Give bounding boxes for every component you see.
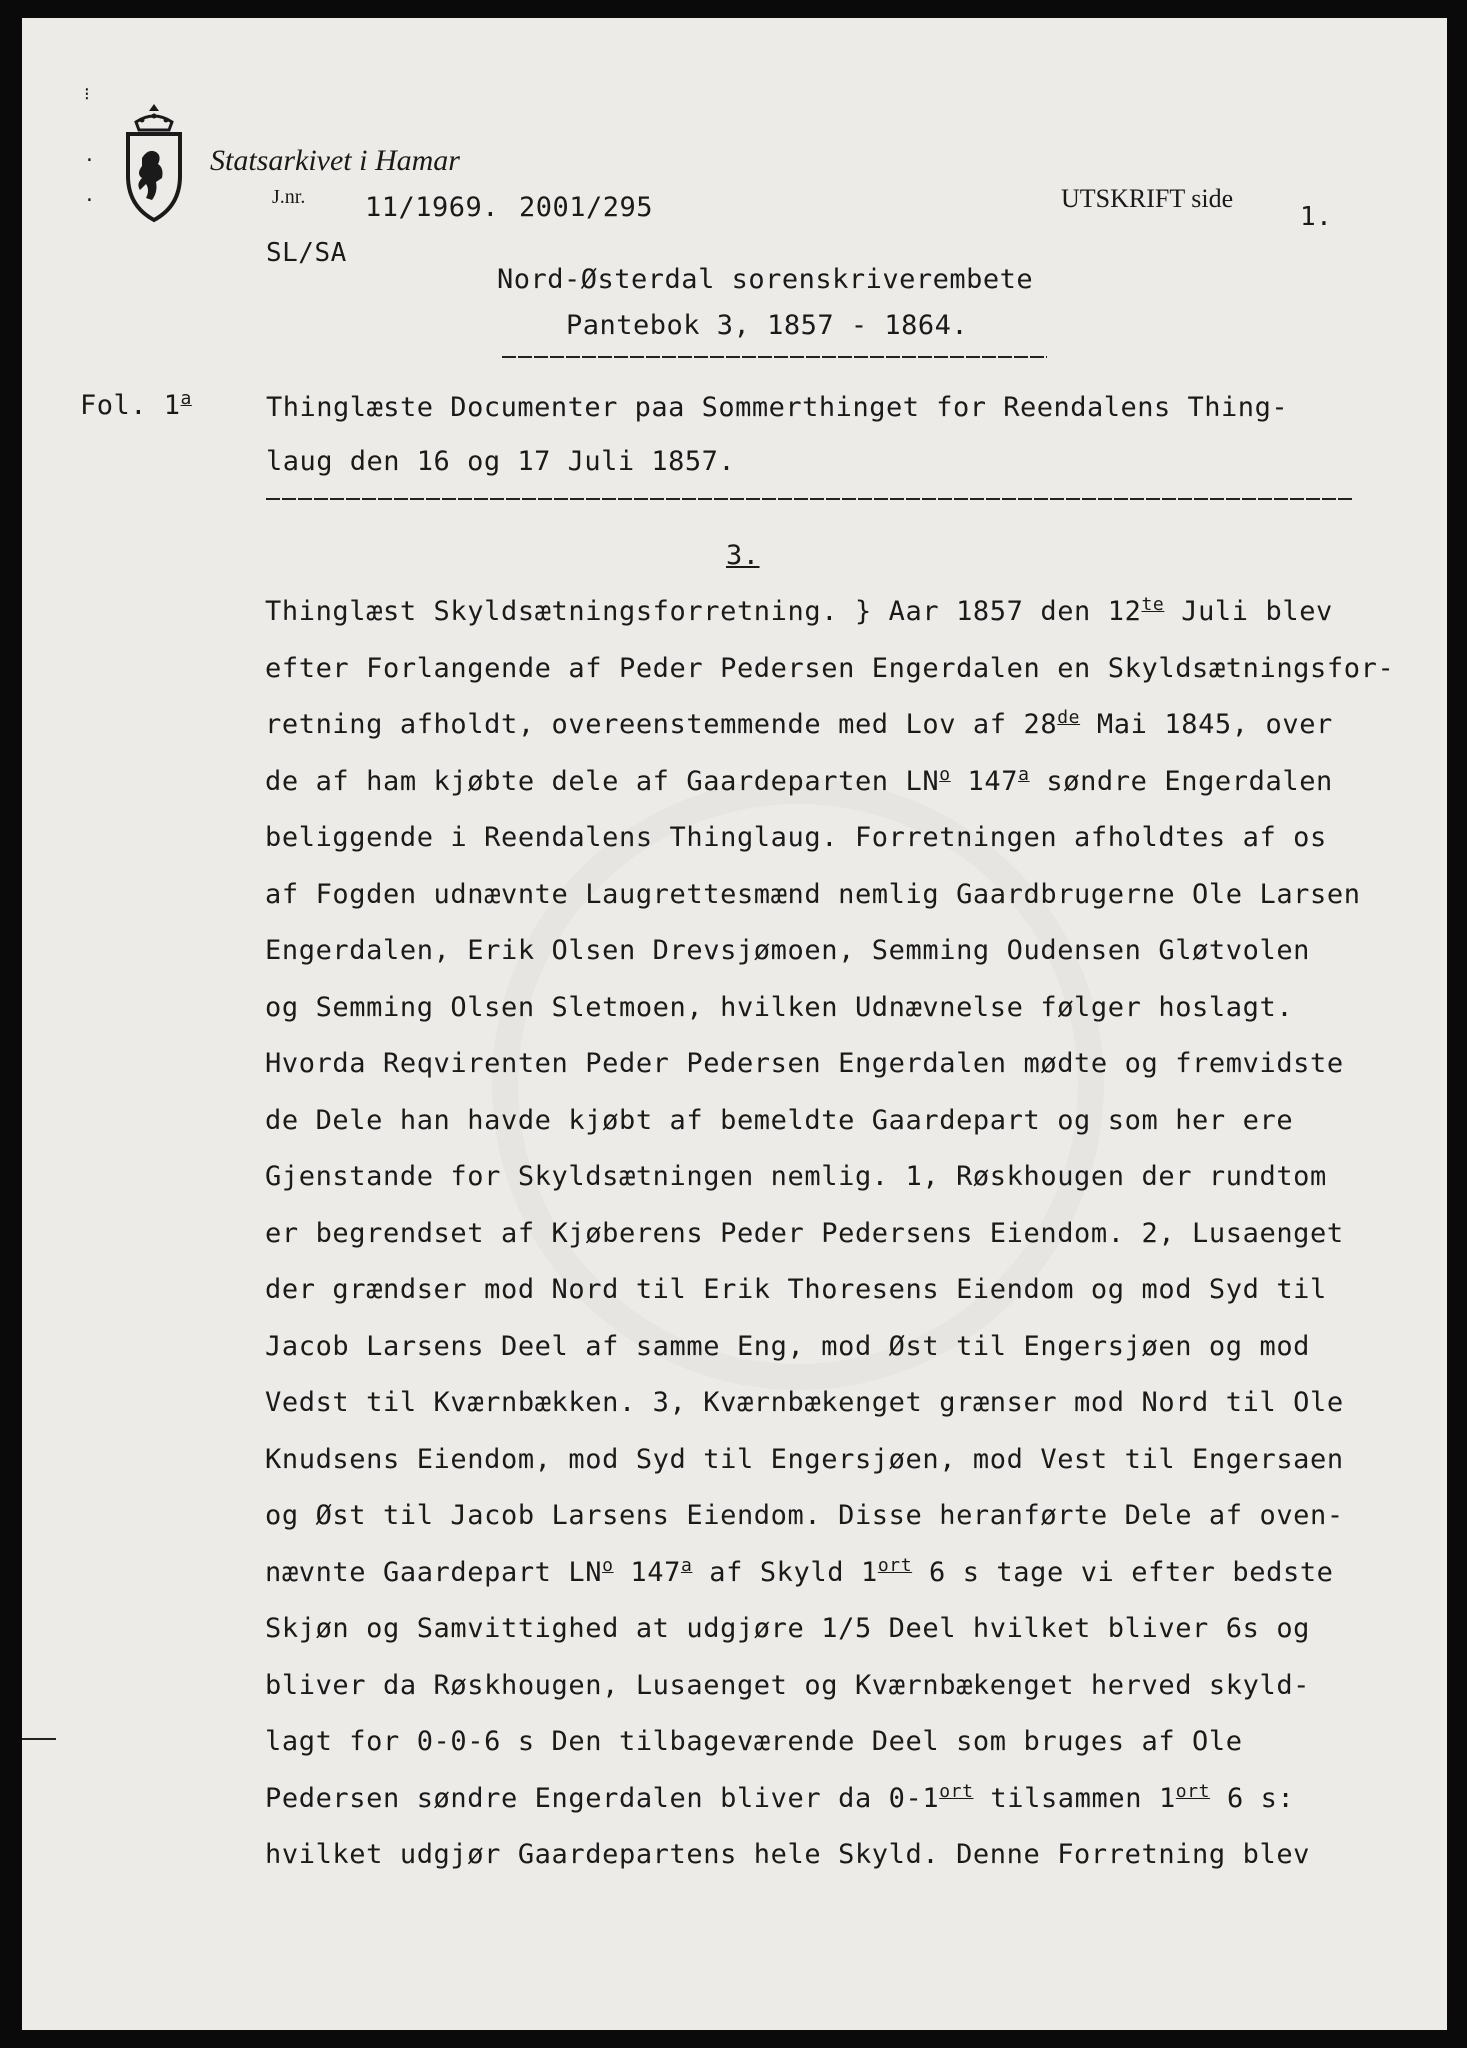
body-line: efter Forlangende af Peder Pedersen Engerdalen en Skyldsætningsfor- — [265, 652, 1395, 684]
body-line: er begrendset af Kjøberens Peder Pedersens Eiendom. 2, Lusaenget — [265, 1217, 1344, 1249]
title-line-1: Nord-Østerdal sorenskriverembete — [497, 264, 1034, 295]
jnr-value: 11/1969. — [365, 192, 500, 223]
body-line: Jacob Larsens Deel af samme Eng, mod Øst til Engersjøen og mod — [265, 1330, 1311, 1362]
coat-of-arms-icon — [122, 100, 186, 224]
body-line: Vedst til Kværnbækken. 3, Kværnbækenget grænser mod Nord til Ole — [265, 1387, 1344, 1418]
body-line: retning afholdt, overeenstemmende med Lov af 28de Mai 1845, over — [265, 707, 1333, 740]
body-line: hvilket udgjør Gaardepartens hele Skyld. Denne Forretning blev — [265, 1839, 1311, 1870]
body-line: Skjøn og Samvittighed at udgjøre 1/5 Deel hvilket bliver 6s og — [265, 1613, 1311, 1644]
heading-line-2: laug den 16 og 17 Juli 1857. — [266, 446, 736, 477]
section-number: 3. — [726, 540, 760, 571]
body-line: Gjenstande for Skyldsætningen nemlig. 1, Røskhougen der rundtom — [265, 1161, 1327, 1192]
body-line: bliver da Røskhougen, Lusaenget og Kværnbækenget herved skyld- — [265, 1669, 1311, 1701]
body-line: nævnte Gaardepart $LN^o$ 147$^a$ af Skyld $1^{ort}$ 6 s tage vi efter bedste — [265, 1554, 1334, 1588]
archive-name: Statsarkivet i Hamar — [210, 144, 460, 177]
body-line: Pedersen søndre Engerdalen bliver da $0-1^{ort}$ tilsammen $1^{ort}$ 6 s: — [265, 1780, 1295, 1814]
body-line: Thinglæst Skyldsætningsforretning. } Aar 1857 den $12^{te}$ Juli blev — [265, 594, 1333, 627]
jnr-label: J.nr. — [272, 186, 306, 208]
title-line-2: Pantebok 3, 1857 - 1864. — [566, 310, 969, 341]
body-line: lagt for 0-0-6 s Den tilbageværende Deel som bruges af Ole — [265, 1726, 1243, 1757]
body-line: af Fogden udnævnte Laugrettesmænd nemlig Gaardbrugerne Ole Larsen — [265, 878, 1361, 910]
body-line: Knudsens Eiendom, mod Syd til Engersjøen, mod Vest til Engersaen — [265, 1443, 1344, 1475]
folio-label: Fol. 1$^a$ — [80, 388, 192, 421]
body-line: der grændser mod Nord til Erik Thoresens Eiendom og mod Syd til — [265, 1274, 1327, 1305]
document-page: ⁝ · · Statsarkivet i Hamar J.nr. 11/1969. 2001/295 UTSKRIFT side 1. SL/SA Nord-Østerdal sorenskriverembete Pantebok 3, 1857 - 1864. Fol. 1$^a$ Thinglæste Documenter paa Sommerthinget for Reendalens Thing- laug den 16 og 17 Juli 1857. 3. Thinglæst Skyldsætningsforretning. } Aar 1857 den $12^{te}$ Juli blev efter Forlangende af Peder Pedersen Engerdalen en Skyldsætningsfor- retning afholdt, overeenstemmende med Lov af 28de Mai 1845, over de af ham kjøbte dele af Gaardeparten $LN^o$ 147$^a$ søndre Engerdalen beliggende i Reendalens Thinglaug. Forretningen afholdtes af os af Fogden udnævnte Laugrettesmænd nemlig Gaardbrugerne Ole Larsen Engerdalen, Erik Olsen Drevsjømoen, Semming Oudensen Gløtvolen og Semming Olsen Sletmoen, hvilken Udnævnelse følger hoslagt. Hvorda Reqvirenten Peder Pedersen Engerdalen mødte og fremvidste de Dele han havde kjøbt af bemeldte Gaardepart og som her ere Gjenstande for Skyldsætningen nemlig. 1, Røskhougen der rundtom er begrendset af Kjøberens Peder Pedersens Eiendom. 2, Lusaenget der grændser mod Nord til Erik Thoresens Eiendom og mod Syd til Jacob Larsens Deel af samme Eng, mod Øst til Engersjøen og mod Vedst til Kværnbækken. 3, Kværnbækenget grænser mod Nord til Ole Knudsens Eiendom, mod Syd til Engersjøen, mod Vest til Engersaen og Øst til Jacob Larsens Eiendom. Disse heranførte Dele af oven- nævnte Gaardepart $LN^o$ 147$^a$ af Skyld $1^{ort}$ 6 s tage vi efter bedste Skjøn og Samvittighed at udgjøre 1/5 Deel hvilket bliver 6s og bliver da Røskhougen, Lusaenget og Kværnbækenget herved skyld- lagt for 0-0-6 s Den tilbageværende Deel som bruges af Ole Pedersen søndre Engerdalen bliver da $0-1^{ort}$ tilsammen $1^{ort}$ 6 s: hvilket udgjør Gaardepartens hele Skyld. Denne Forretning blev — [22, 18, 1447, 2030]
margin-tick — [22, 1738, 56, 1740]
heading-line-1: Thinglæste Documenter paa Sommerthinget for Reendalens Thing- — [266, 392, 1289, 423]
body-line: de af ham kjøbte dele af Gaardeparten $LN^o$ 147$^a$ søndre Engerdalen — [265, 763, 1333, 797]
body-line: Engerdalen, Erik Olsen Drevsjømoen, Semming Oudensen Gløtvolen — [265, 935, 1311, 966]
body-line: og Semming Olsen Sletmoen, hvilken Udnævnelse følger hoslagt. — [265, 991, 1294, 1023]
body-line: de Dele han havde kjøbt af bemeldte Gaardepart og som her ere — [265, 1104, 1294, 1136]
initials: SL/SA — [266, 238, 347, 268]
reference-number: 2001/295 — [519, 192, 654, 223]
heading-underline — [266, 498, 1354, 500]
page-number: 1. — [1300, 202, 1333, 232]
utskrift-label: UTSKRIFT side — [1061, 184, 1234, 213]
title-underline — [502, 356, 1047, 358]
body-line: Hvorda Reqvirenten Peder Pedersen Engerdalen mødte og fremvidste — [265, 1048, 1344, 1079]
body-line: og Øst til Jacob Larsens Eiendom. Disse heranførte Dele af oven- — [265, 1500, 1344, 1531]
body-line: beliggende i Reendalens Thinglaug. Forretningen afholdtes af os — [265, 822, 1327, 853]
